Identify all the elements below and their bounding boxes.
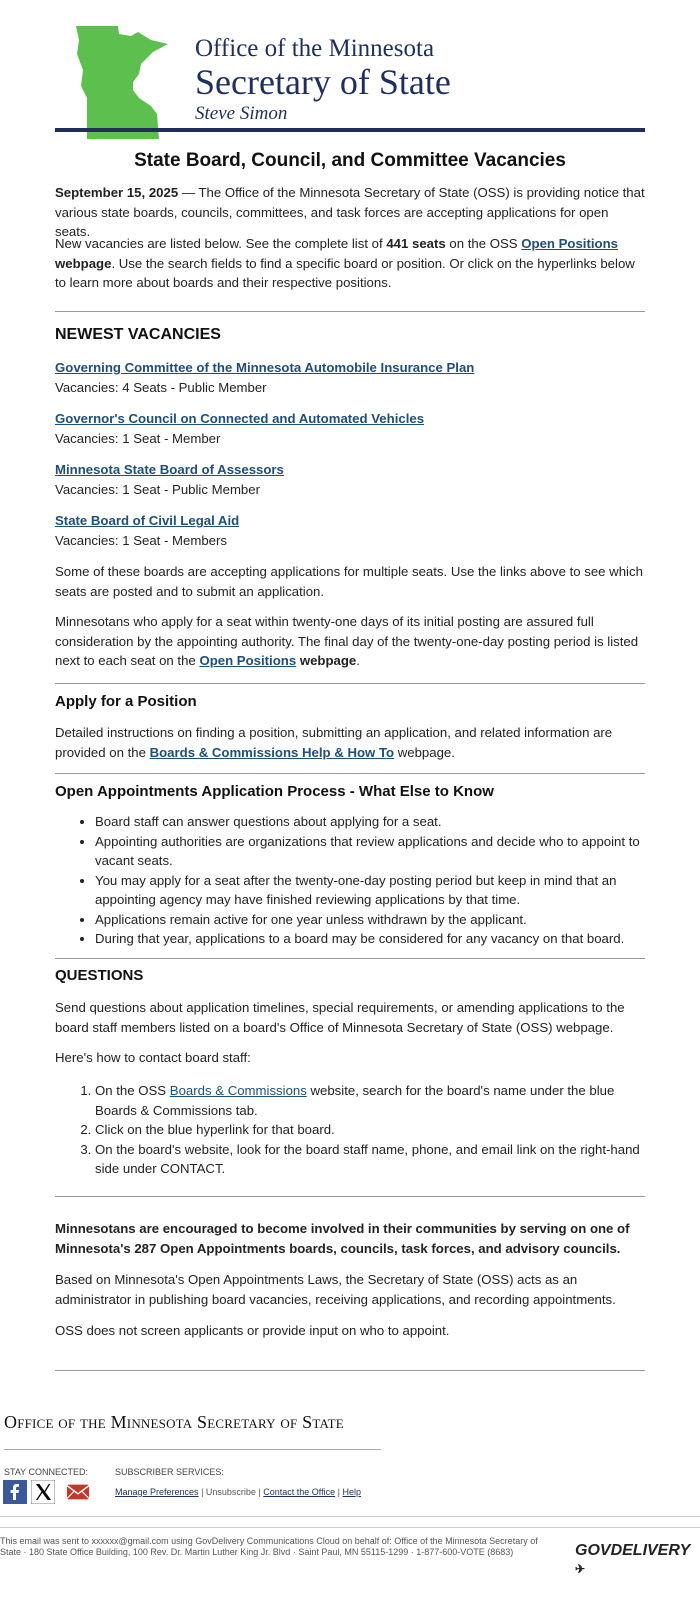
- header-line-3: Steve Simon: [195, 103, 288, 124]
- divider: [55, 311, 645, 312]
- open-positions-link[interactable]: Open Positions: [521, 236, 618, 251]
- list-item: • Applications remain active for one year unless withdrawn by the applicant.: [95, 910, 645, 930]
- para-text: On the OSS: [95, 1083, 170, 1098]
- vacancy-count: Vacancies: 1 Seat - Members: [55, 532, 227, 548]
- help-how-to-link[interactable]: Boards & Commissions Help & How To: [149, 744, 395, 760]
- closing-paragraph: [55, 1321, 645, 1341]
- footer-fine-print: This email was sent to xxxxxx@gmail.com using GovDelivery Communications Cloud on behalf of: Office of the Minnesota Secretary of State · 180 State Office Building, 100 Rev. Dr. Martin Luther King Jr. Blvd · Saint Paul, MN 55115-1299 · 1-877-600-VOTE (8683): [0, 1536, 538, 1557]
- para-text: Send questions about application timelines, special requirements, or amending applications to the board staff members listed on a board's Office of Minnesota Secretary of State (OSS) webpage.: [55, 1000, 625, 1035]
- divider: [55, 1196, 645, 1197]
- process-list: [55, 812, 645, 949]
- email-icon[interactable]: [66, 1480, 90, 1504]
- intro-paragraph: [55, 183, 645, 242]
- vacancy-link-auto-insurance[interactable]: Governing Committee of the Minnesota Automobile Insurance Plan: [55, 360, 475, 375]
- newest-vacancies-heading: NEWEST VACANCIES: [55, 326, 221, 343]
- para-text: .: [356, 653, 360, 668]
- vacancy-item: [55, 358, 645, 397]
- list-item: 2. Click on the blue hyperlink for that board.: [95, 1120, 645, 1140]
- help-link[interactable]: Help: [342, 1487, 362, 1497]
- list-item: • During that year, applications to a board may be considered for any vacancy on that board.: [95, 929, 645, 949]
- divider: [55, 683, 645, 684]
- paper-plane-icon: ✈: [575, 1562, 586, 1576]
- closing-paragraph: [55, 1270, 645, 1309]
- contact-steps: [55, 1081, 645, 1179]
- vacancy-count: Vacancies: 1 Seat - Public Member: [55, 481, 260, 497]
- separator: |: [335, 1487, 343, 1497]
- email-body: [55, 0, 645, 1338]
- subscriber-links: [115, 1487, 361, 1497]
- x-icon[interactable]: [31, 1480, 55, 1504]
- para-text: Based on Minnesota's Open Appointments Laws, the Secretary of State (OSS) acts as an administrator in publishing board vacancies, receiving applications, and recording appointments.: [55, 1272, 616, 1307]
- webpage-word: webpage: [299, 653, 357, 668]
- divider: [55, 773, 645, 774]
- para-text: webpage.: [394, 744, 455, 760]
- header: [55, 0, 645, 135]
- vacancy-link-automated-vehicles[interactable]: Governor's Council on Connected and Automated Vehicles: [55, 411, 425, 426]
- unsubscribe-link[interactable]: Unsubscribe: [205, 1487, 256, 1497]
- manage-preferences-link[interactable]: Manage Preferences: [115, 1487, 199, 1497]
- header-line-1: Office of the Minnesota: [195, 35, 435, 62]
- footer-rule: [4, 1449, 381, 1450]
- webpage-word: webpage: [55, 255, 112, 271]
- list-item: • Appointing authorities are organizations that review applications and decide who to appoint to vacant seats.: [95, 832, 645, 871]
- footer-title: Office of the Minnesota Secretary of State: [4, 1412, 344, 1432]
- apply-section: [55, 693, 645, 710]
- govdelivery-logo: [575, 1542, 700, 1578]
- list-item: [95, 1081, 645, 1120]
- vacancy-count: Vacancies: 4 Seats - Public Member: [55, 379, 267, 395]
- list-item: • You may apply for a seat after the twenty-one-day posting period but keep in mind that an appointing agency may have finished reviewing applications by that time.: [95, 871, 645, 910]
- seat-count: 441 seats: [386, 236, 446, 251]
- footer-divider: [0, 1527, 700, 1528]
- para-text: . Use the search fields to find a specific board or position. Or click on the hyperlinks below to learn more about boards and their respective positions.: [55, 255, 635, 290]
- questions-paragraph: [55, 998, 645, 1037]
- divider: [55, 958, 645, 959]
- divider: [55, 1370, 645, 1371]
- vacancy-item: [55, 460, 645, 499]
- contact-intro: [55, 1048, 645, 1068]
- minnesota-map-logo: [73, 26, 178, 139]
- vacancy-link-assessors[interactable]: Minnesota State Board of Assessors: [55, 462, 284, 477]
- para-text: Some of these boards are accepting applications for multiple seats. Use the links above to see which seats are posted and to submit an application.: [55, 564, 643, 599]
- twenty-one-day-paragraph: [55, 612, 645, 671]
- para-text: website, search for the board's name under the blue Boards & Commissions tab.: [95, 1083, 615, 1118]
- govdelivery-text: GOVDELIVERY: [575, 1542, 691, 1559]
- vacancy-item: [55, 409, 645, 448]
- footer-divider: [0, 1516, 700, 1517]
- process-section: [55, 783, 645, 800]
- para-text: Minnesotans who apply for a seat within twenty-one days of its initial posting are assured full consideration by the appointing authority. The final day of the twenty-one-day posting period is listed next to each seat on the: [55, 614, 639, 668]
- para-text: Here's how to contact board staff:: [55, 1050, 251, 1065]
- newest-vacancies-section: [55, 326, 645, 344]
- intro-text: — The Office of the Minnesota Secretary of State (OSS) is providing notice that various state boards, councils, committees, and task forces are accepting applications for open seats.: [55, 185, 645, 239]
- vacancy-link-civil-legal-aid[interactable]: State Board of Civil Legal Aid: [55, 513, 240, 528]
- questions-section: [55, 967, 645, 984]
- open-positions-link-2[interactable]: Open Positions: [199, 653, 297, 668]
- questions-heading: QUESTIONS: [55, 967, 144, 984]
- list-item: 3. On the board's website, look for the board staff name, phone, and email link on the right-hand side under CONTACT.: [95, 1140, 645, 1179]
- complete-list-paragraph: [55, 234, 645, 293]
- para-text: Minnesotans are encouraged to become involved in their communities by serving on one of Minnesota's 287 Open Appointments boards, councils, task forces, and advisory councils.: [55, 1221, 630, 1256]
- vacancy-count: Vacancies: 1 Seat - Member: [55, 430, 221, 446]
- separator: |: [198, 1487, 206, 1497]
- apply-paragraph: [55, 723, 645, 762]
- subscriber-services-label: SUBSCRIBER SERVICES:: [115, 1467, 224, 1477]
- header-line-2: Secretary of State: [195, 62, 451, 102]
- separator: |: [255, 1487, 264, 1497]
- contact-office-link[interactable]: Contact the Office: [263, 1487, 336, 1497]
- intro-date: September 15, 2025: [55, 185, 179, 200]
- stay-connected-label: STAY CONNECTED:: [4, 1467, 89, 1477]
- para-text: OSS does not screen applicants or provide input on who to appoint.: [55, 1323, 450, 1338]
- page-title: State Board, Council, and Committee Vacancies: [134, 150, 566, 171]
- multiple-seats-paragraph: [55, 562, 645, 601]
- closing-bold: [55, 1219, 645, 1258]
- boards-commissions-link[interactable]: Boards & Commissions: [169, 1083, 307, 1098]
- vacancy-item: [55, 511, 645, 550]
- apply-heading: Apply for a Position: [55, 693, 197, 710]
- para-text: Detailed instructions on finding a position, submitting an application, and related information are provided on the: [55, 725, 613, 760]
- list-item: • Board staff can answer questions about applying for a seat.: [95, 812, 645, 832]
- para-text: New vacancies are listed below. See the complete list of: [55, 236, 387, 251]
- header-title: [195, 34, 451, 128]
- header-rule: [55, 128, 645, 132]
- process-heading: Open Appointments Application Process - What Else to Know: [55, 783, 494, 800]
- para-text: on the OSS: [445, 236, 522, 251]
- facebook-icon[interactable]: [3, 1480, 27, 1504]
